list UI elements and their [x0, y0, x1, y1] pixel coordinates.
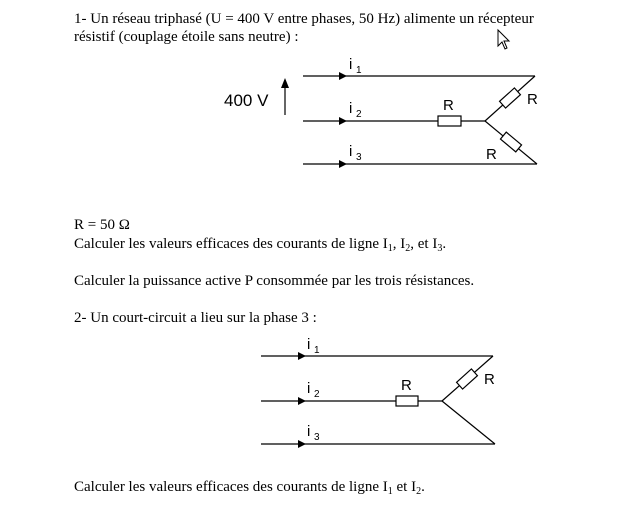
question-3: Calculer les valeurs efficaces des courants de ligne $I_1$ et $I_2$. — [74, 479, 425, 497]
current-i1-sub: 1 — [356, 65, 362, 76]
resistor-top — [457, 369, 478, 389]
current-i3-sub: 3 — [356, 152, 362, 163]
circuit-1 — [224, 56, 538, 168]
part1-line2: résistif (couplage étoile sans neutre) : — [74, 29, 299, 45]
current-i3-sub: 3 — [314, 432, 320, 443]
resistor-top — [500, 88, 521, 108]
line-3-wire — [261, 440, 495, 448]
line-1-wire — [261, 352, 493, 360]
current-i2-label: i — [307, 380, 311, 397]
current-i1-sub: 1 — [314, 345, 320, 356]
resistor-top-label: R — [527, 91, 538, 108]
current-i2-sub: 2 — [314, 389, 320, 400]
line-1-wire — [303, 72, 535, 80]
current-i1-label: i — [349, 56, 353, 73]
current-i3-label: i — [349, 143, 353, 160]
current-i2-label: i — [349, 100, 353, 117]
resistance-value: R = 50 Ω — [74, 217, 130, 233]
voltage-label: 400 V — [224, 91, 269, 110]
circuit-2 — [261, 336, 495, 448]
line-3-wire — [303, 160, 537, 168]
resistor-middle-label: R — [443, 97, 454, 114]
short-circuit-branch — [442, 401, 495, 444]
current-i2-sub: 2 — [356, 109, 362, 120]
part1-line1: 1- Un réseau triphasé (U = 400 V entre phases, 50 Hz) alimente un récepteur — [74, 11, 534, 27]
resistor-bottom-label: R — [486, 146, 497, 163]
mouse-cursor-icon — [498, 30, 509, 49]
resistor-middle — [396, 396, 418, 406]
resistor-bottom — [500, 132, 521, 152]
resistor-top-label: R — [484, 371, 495, 388]
question-1: Calculer les valeurs efficaces des courants de ligne $I_1$, $I_2$, et $I_3$. — [74, 236, 447, 254]
question-2: Calculer la puissance active P consommée par les trois résistances. — [74, 273, 475, 289]
current-i3-label: i — [307, 423, 311, 440]
part2-heading: 2- Un court-circuit a lieu sur la phase 3 : — [74, 310, 317, 326]
voltage-arrow — [281, 78, 289, 115]
resistor-middle-label: R — [401, 377, 412, 394]
resistor-middle — [438, 116, 461, 126]
current-i1-label: i — [307, 336, 311, 353]
